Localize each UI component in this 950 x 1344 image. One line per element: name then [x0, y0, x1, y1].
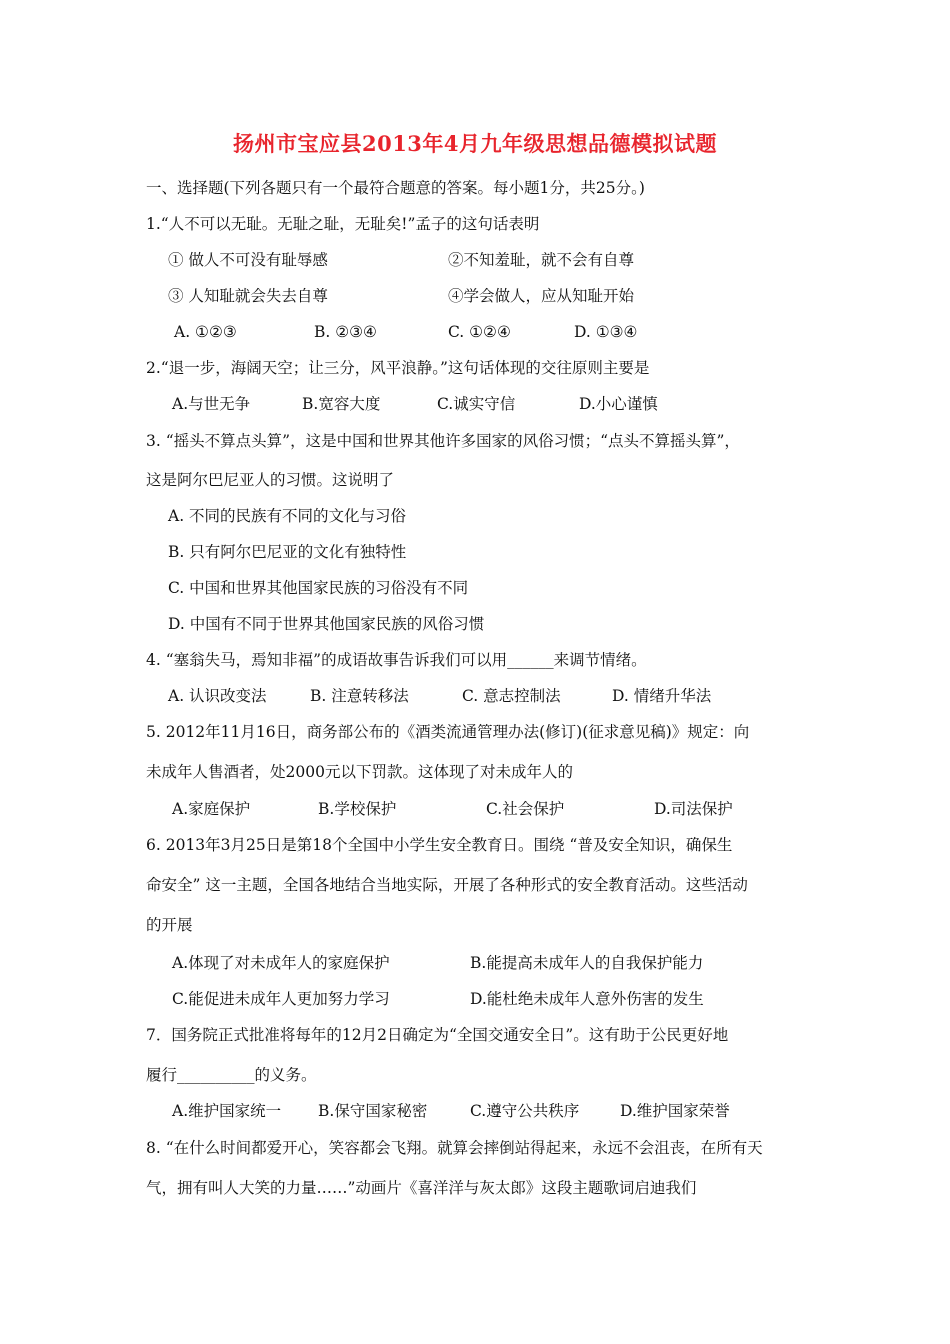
- question-3-option-a: A. 不同的民族有不同的文化与习俗: [168, 507, 407, 525]
- question-4-option-a: A. 认识改变法: [168, 687, 267, 705]
- question-2-option-b: B.宽容大度: [302, 395, 381, 413]
- question-1-statement-4: ④学会做人，应从知耻开始: [448, 287, 635, 305]
- question-3-option-c: C. 中国和世界其他国家民族的习俗没有不同: [168, 579, 469, 597]
- question-2-option-d: D.小心谨慎: [579, 395, 658, 413]
- exam-title: 扬州市宝应县2013年4月九年级思想品德模拟试题: [232, 131, 718, 156]
- question-1-option-c: C. ①②④: [448, 323, 511, 341]
- question-6-option-a: A.体现了对未成年人的家庭保护: [172, 954, 390, 972]
- question-3-option-d: D. 中国有不同于世界其他国家民族的风俗习惯: [168, 615, 485, 633]
- question-5-option-a: A.家庭保护: [172, 800, 251, 818]
- question-4-option-c: C. 意志控制法: [462, 687, 561, 705]
- question-1-option-a: A. ①②③: [174, 323, 237, 341]
- question-5-stem-line-2: 未成年人售酒者，处2000元以下罚款。这体现了对未成年人的: [146, 763, 573, 781]
- question-5-option-b: B.学校保护: [318, 800, 397, 818]
- question-2-option-c: C.诚实守信: [437, 395, 516, 413]
- question-8-stem-line-1: 8. “在什么时间都爱开心，笑容都会飞翔。就算会摔倒站得起来，永远不会沮丧，在所有天: [146, 1139, 763, 1157]
- question-5-option-c: C.社会保护: [486, 800, 565, 818]
- question-8-stem-line-2: 气，拥有叫人大笑的力量……”动画片《喜洋洋与灰太郎》这段主题歌词启迪我们: [146, 1179, 697, 1197]
- question-6-option-c: C.能促进未成年人更加努力学习: [172, 990, 390, 1008]
- question-1-statement-2: ②不知羞耻，就不会有自尊: [448, 251, 635, 269]
- question-6-stem-line-2: 命安全” 这一主题，全国各地结合当地实际，开展了各种形式的安全教育活动。这些活动: [146, 876, 748, 894]
- question-1-option-d: D. ①③④: [574, 323, 638, 341]
- question-7-option-a: A.维护国家统一: [172, 1102, 282, 1120]
- question-7-stem-line-2: 履行__________的义务。: [146, 1066, 317, 1084]
- question-6-option-b: B.能提高未成年人的自我保护能力: [470, 954, 704, 972]
- question-6-stem-line-1: 6. 2013年3月25日是第18个全国中小学生安全教育日。围绕 “普及安全知识，确保生: [146, 836, 733, 854]
- question-5-option-d: D.司法保护: [654, 800, 733, 818]
- question-4-option-d: D. 情绪升华法: [612, 687, 712, 705]
- section-heading: 一、选择题(下列各题只有一个最符合题意的答案。每小题1分，共25分。): [146, 179, 645, 197]
- question-1-option-b: B. ②③④: [314, 323, 377, 341]
- question-7-option-c: C.遵守公共秩序: [470, 1102, 580, 1120]
- question-7-option-d: D.维护国家荣誉: [620, 1102, 730, 1120]
- question-1-stem: 1.“人不可以无耻。无耻之耻，无耻矣!”孟子的这句话表明: [146, 215, 540, 233]
- question-3-option-b: B. 只有阿尔巴尼亚的文化有独特性: [168, 543, 407, 561]
- question-1-statement-3: ③ 人知耻就会失去自尊: [168, 287, 328, 305]
- question-3-stem-line-1: 3. “摇头不算点头算”，这是中国和世界其他许多国家的风俗习惯；“点头不算摇头算”，: [146, 432, 740, 450]
- question-5-stem-line-1: 5. 2012年11月16日，商务部公布的《酒类流通管理办法(修订)(征求意见稿)》规定：向: [146, 723, 750, 741]
- question-7-option-b: B.保守国家秘密: [318, 1102, 428, 1120]
- question-2-stem: 2.“退一步，海阔天空；让三分，风平浪静。”这句话体现的交往原则主要是: [146, 359, 650, 377]
- question-7-stem-line-1: 7．国务院正式批准将每年的12月2日确定为“全国交通安全日”。这有助于公民更好地: [146, 1026, 729, 1044]
- question-4-option-b: B. 注意转移法: [310, 687, 409, 705]
- question-4-stem: 4. “塞翁失马，焉知非福”的成语故事告诉我们可以用______来调节情绪。: [146, 651, 647, 669]
- question-2-option-a: A.与世无争: [172, 395, 251, 413]
- question-3-stem-line-2: 这是阿尔巴尼亚人的习惯。这说明了: [146, 471, 395, 489]
- question-6-stem-line-3: 的开展: [146, 916, 193, 934]
- question-1-statement-1: ① 做人不可没有耻辱感: [168, 251, 328, 269]
- question-6-option-d: D.能杜绝未成年人意外伤害的发生: [470, 990, 704, 1008]
